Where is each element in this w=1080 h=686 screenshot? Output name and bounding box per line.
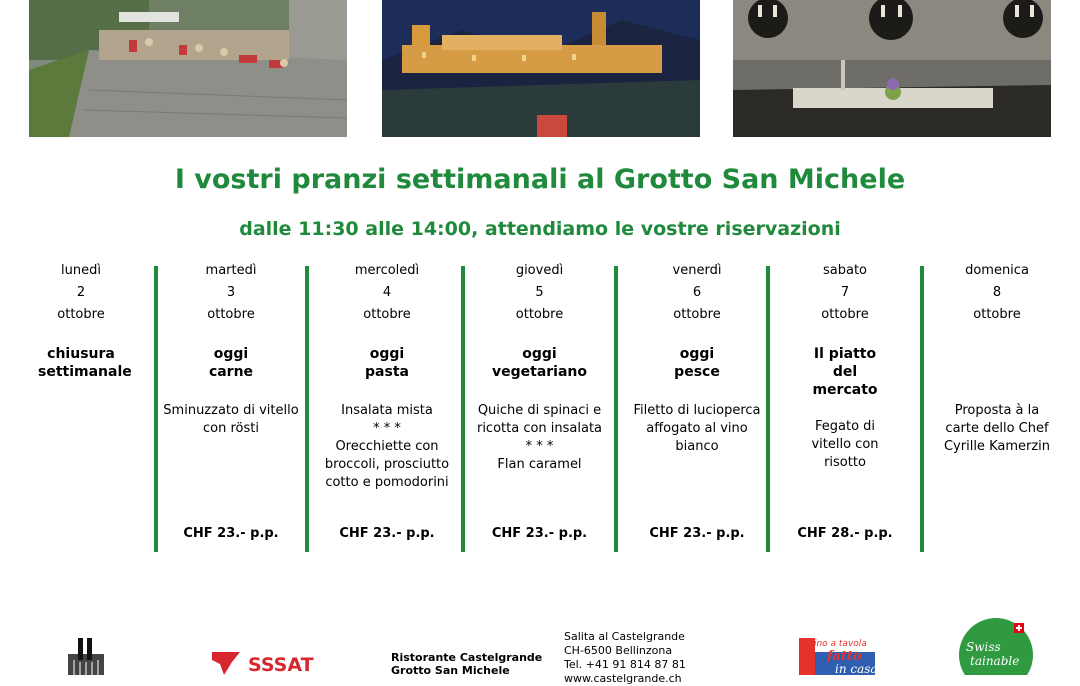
fatto-logo-word: fatto: [827, 649, 862, 664]
day-column-thursday: [468, 260, 611, 541]
weekday: martedì: [205, 263, 257, 278]
month: ottobre: [673, 307, 721, 322]
month: ottobre: [57, 307, 105, 322]
date: 3: [226, 285, 236, 300]
column-divider: [461, 266, 465, 552]
dish-description: Fegato di vitello con risotto: [811, 419, 879, 470]
price: CHF 28.- p.p.: [797, 526, 893, 541]
weekday: giovedì: [515, 263, 564, 278]
day-column-wednesday: [314, 260, 460, 541]
swisstainable-logo: [958, 617, 1038, 675]
month: ottobre: [363, 307, 411, 322]
menu-category: oggi pasta: [365, 346, 409, 380]
weekday: venerdì: [672, 263, 722, 278]
weekday: domenica: [965, 263, 1029, 278]
column-divider: [305, 266, 309, 552]
page-subtitle: dalle 11:30 alle 14:00, attendiamo le vostre riservazioni: [239, 218, 841, 240]
month: ottobre: [207, 307, 255, 322]
swiss-logo-word2: tainable: [970, 654, 1020, 668]
day-column-friday: [622, 260, 772, 541]
sssat-logo: [210, 650, 320, 675]
sssat-logo-text: SSSAT: [248, 654, 314, 675]
menu-category: chiusura settimanale: [38, 346, 132, 380]
fatto-logo-word2: in casa: [835, 662, 878, 675]
castle-photo: [382, 0, 700, 137]
terrace-photo: [29, 0, 347, 137]
piano-logo: [66, 636, 106, 675]
weekday: sabato: [822, 263, 867, 278]
day-column-saturday: [774, 260, 916, 541]
dish-description: Filetto di lucioperca affogato al vino bianco: [633, 403, 761, 454]
day-column-tuesday: [161, 260, 301, 541]
price: CHF 23.- p.p.: [491, 526, 588, 541]
fatto-in-casa-logo: [795, 632, 890, 675]
month: ottobre: [821, 307, 869, 322]
column-divider: [154, 266, 158, 552]
date: 8: [992, 285, 1002, 300]
phone: Tel. +41 91 814 87 81: [564, 658, 686, 671]
price: CHF 23.- p.p.: [183, 526, 279, 541]
address-line: CH-6500 Bellinzona: [564, 644, 673, 657]
page-title: I vostri pranzi settimanali al Grotto San Michele: [174, 164, 906, 195]
weekday: lunedì: [61, 263, 101, 278]
day-column-monday: [10, 260, 152, 383]
month: ottobre: [515, 307, 564, 322]
fatto-logo-tagline: Ticino a tavola: [801, 639, 867, 649]
dish-description: Sminuzzato di vitello con rösti: [163, 403, 299, 436]
menu-category: [928, 345, 1066, 383]
column-divider: [920, 266, 924, 552]
menu-category: oggi pesce: [674, 346, 720, 380]
restaurant-name: Ristorante Castelgrande Grotto San Michele: [391, 651, 543, 677]
price: CHF 23.- p.p.: [339, 526, 435, 541]
day-column-sunday: [928, 260, 1066, 456]
dining-photo: [733, 0, 1051, 137]
address-line: Salita al Castelgrande: [564, 630, 685, 643]
menu-category: oggi vegetariano: [491, 346, 587, 380]
column-divider: [614, 266, 618, 552]
dish-description: Proposta à la carte dello Chef Cyrille Kamerzin: [943, 403, 1051, 454]
price: CHF 23.- p.p.: [649, 526, 745, 541]
weekday: mercoledì: [354, 263, 420, 278]
date: 5: [535, 285, 544, 300]
column-divider: [766, 266, 770, 552]
website-link[interactable]: www.castelgrande.ch: [564, 672, 682, 685]
address-block: [564, 630, 686, 686]
date: 4: [382, 285, 392, 300]
dish-description: Insalata mista * * * Orecchiette con broccoli, prosciutto cotto e pomodorini: [324, 403, 450, 490]
dish-description: Quiche di spinaci e ricotta con insalata * * * Flan caramel: [476, 403, 603, 472]
date: 7: [840, 285, 850, 300]
month: ottobre: [973, 307, 1021, 322]
date: 2: [76, 285, 86, 300]
menu-category: oggi carne: [208, 346, 254, 380]
swiss-logo-word1: Swiss: [966, 640, 1001, 654]
date: 6: [692, 285, 702, 300]
menu-category: Il piatto del mercato: [812, 346, 878, 398]
